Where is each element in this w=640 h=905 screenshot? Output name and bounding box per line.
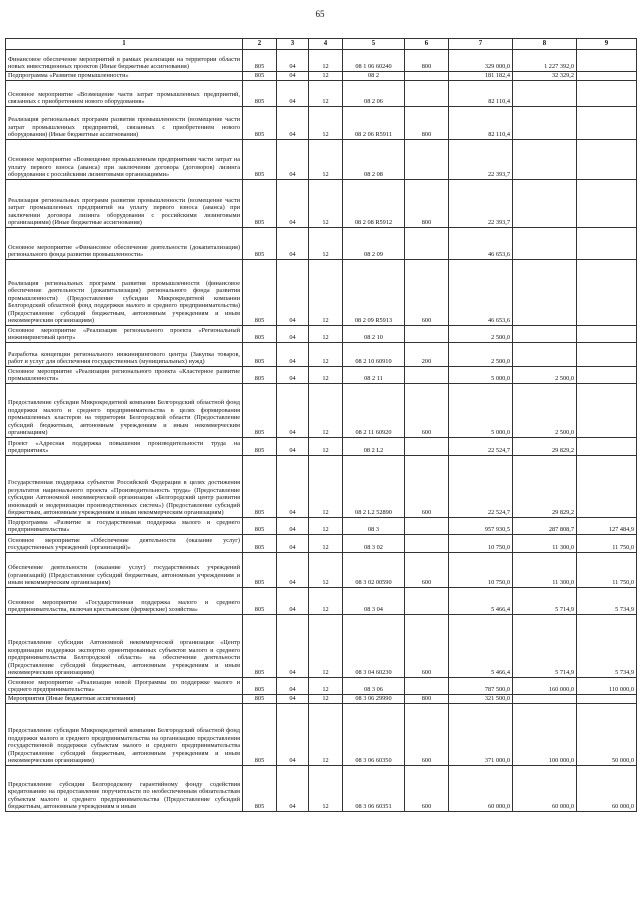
amount-year-3 <box>577 50 637 72</box>
subsection-code: 12 <box>309 766 343 812</box>
amount-year-3 <box>577 343 637 367</box>
amount-year-3 <box>577 228 637 260</box>
amount-year-2: 160 000,0 <box>513 678 577 695</box>
expense-type-code <box>405 678 449 695</box>
amount-year-1: 329 000,0 <box>449 50 513 72</box>
section-code: 04 <box>277 438 309 456</box>
table-row <box>6 107 637 140</box>
row-description: Основное мероприятие «Финансовое обеспечение деятельности (докапитализация) регионального фонда развития промышленности» <box>6 228 243 260</box>
target-article-code: 08 2 06 <box>343 81 405 107</box>
amount-year-1: 5 466,4 <box>449 615 513 678</box>
expense-type-code <box>405 535 449 553</box>
subsection-code: 12 <box>309 260 343 326</box>
amount-year-1: 5 000,0 <box>449 367 513 384</box>
ministry-code: 805 <box>243 107 277 140</box>
ministry-code: 805 <box>243 456 277 518</box>
table-row <box>6 518 637 535</box>
target-article-code: 08 2 11 <box>343 367 405 384</box>
target-article-code: 08 2 11 60920 <box>343 384 405 438</box>
column-header: 6 <box>405 39 449 50</box>
section-code: 04 <box>277 180 309 228</box>
row-description: Основное мероприятие «Реализация новой Программы по поддержке малого и среднего предпринимательства» <box>6 678 243 695</box>
target-article-code: 08 3 02 <box>343 535 405 553</box>
budget-table <box>5 38 637 812</box>
ministry-code: 805 <box>243 228 277 260</box>
expense-type-code: 600 <box>405 260 449 326</box>
subsection-code: 12 <box>309 107 343 140</box>
table-row <box>6 553 637 588</box>
column-header: 4 <box>309 39 343 50</box>
section-code: 04 <box>277 384 309 438</box>
table-row <box>6 180 637 228</box>
amount-year-2: 11 300,0 <box>513 553 577 588</box>
section-code: 04 <box>277 535 309 553</box>
table-row <box>6 766 637 812</box>
ministry-code: 805 <box>243 766 277 812</box>
amount-year-1: 22 393,7 <box>449 180 513 228</box>
row-description: Основное мероприятие «Возмещение части затрат промышленных предприятий, связанных с приобретением нового оборудования» <box>6 81 243 107</box>
target-article-code: 08 3 06 60351 <box>343 766 405 812</box>
table-row <box>6 50 637 72</box>
target-article-code: 08 2 09 R5913 <box>343 260 405 326</box>
amount-year-2: 60 000,0 <box>513 766 577 812</box>
ministry-code: 805 <box>243 140 277 180</box>
amount-year-2: 287 808,7 <box>513 518 577 535</box>
amount-year-3: 50 000,0 <box>577 704 637 766</box>
subsection-code: 12 <box>309 180 343 228</box>
amount-year-2 <box>513 343 577 367</box>
amount-year-1: 82 110,4 <box>449 107 513 140</box>
subsection-code: 12 <box>309 50 343 72</box>
table-row <box>6 384 637 438</box>
amount-year-3 <box>577 695 637 704</box>
row-description: Основное мероприятие «Реализация регионального проекта «Кластерное развитие промышленности» <box>6 367 243 384</box>
table-row <box>6 228 637 260</box>
amount-year-2 <box>513 180 577 228</box>
ministry-code: 805 <box>243 384 277 438</box>
section-code: 04 <box>277 72 309 81</box>
column-header: 5 <box>343 39 405 50</box>
target-article-code: 08 3 06 60350 <box>343 704 405 766</box>
subsection-code: 12 <box>309 615 343 678</box>
row-description: Финансовое обеспечение мероприятий в рамках реализации на территории области новых инвестиционных проектов (Иные бюджетные ассигнования) <box>6 50 243 72</box>
subsection-code: 12 <box>309 535 343 553</box>
amount-year-2: 29 829,2 <box>513 456 577 518</box>
subsection-code: 12 <box>309 140 343 180</box>
target-article-code: 08 2 <box>343 72 405 81</box>
amount-year-3: 60 000,0 <box>577 766 637 812</box>
section-code: 04 <box>277 615 309 678</box>
amount-year-1: 5 466,4 <box>449 588 513 615</box>
subsection-code: 12 <box>309 72 343 81</box>
amount-year-1: 10 750,0 <box>449 553 513 588</box>
amount-year-3: 5 734,9 <box>577 588 637 615</box>
table-row <box>6 695 637 704</box>
row-description: Подпрограмма «Развитие и государственная поддержка малого и среднего предпринимательства» <box>6 518 243 535</box>
amount-year-1: 46 653,6 <box>449 260 513 326</box>
expense-type-code: 200 <box>405 343 449 367</box>
section-code: 04 <box>277 326 309 343</box>
subsection-code: 12 <box>309 343 343 367</box>
amount-year-3: 11 750,0 <box>577 535 637 553</box>
section-code: 04 <box>277 588 309 615</box>
row-description: Предоставление субсидии Белгородскому гарантийному фонду содействия кредитованию на предоставление поручительств по необеспеченным обязательствам субъектам малого и среднего предпринимательства (Предоставление субсидий бюджетным, автономным учреждениям и иным <box>6 766 243 812</box>
ministry-code: 805 <box>243 438 277 456</box>
ministry-code: 805 <box>243 704 277 766</box>
target-article-code: 08 2 L2 52890 <box>343 456 405 518</box>
ministry-code: 805 <box>243 518 277 535</box>
expense-type-code <box>405 588 449 615</box>
ministry-code: 805 <box>243 588 277 615</box>
amount-year-2 <box>513 326 577 343</box>
ministry-code: 805 <box>243 535 277 553</box>
ministry-code: 805 <box>243 50 277 72</box>
amount-year-2: 2 500,0 <box>513 367 577 384</box>
expense-type-code: 600 <box>405 766 449 812</box>
amount-year-1: 22 393,7 <box>449 140 513 180</box>
row-description: Основное мероприятие «Возмещение промышленным предприятиям части затрат на уплату первого взноса (аванса) при заключении договора (договоров) лизинга оборудования с российскими лизинговыми организациями» <box>6 140 243 180</box>
amount-year-3 <box>577 260 637 326</box>
subsection-code: 12 <box>309 553 343 588</box>
section-code: 04 <box>277 766 309 812</box>
column-header: 1 <box>6 39 243 50</box>
target-article-code: 08 3 06 29990 <box>343 695 405 704</box>
expense-type-code: 600 <box>405 384 449 438</box>
amount-year-2 <box>513 228 577 260</box>
ministry-code: 805 <box>243 615 277 678</box>
table-row <box>6 456 637 518</box>
table-row <box>6 343 637 367</box>
amount-year-3: 5 734,9 <box>577 615 637 678</box>
amount-year-3 <box>577 438 637 456</box>
row-description: Государственная поддержка субъектов Российской Федерации в целях достижения результатов национального проекта «Производительность труда» (Предоставление субсидии Автономной некоммерческой организации «Белгородский центр развития инноваций и модернизации производственных систем») (Предоставление субсидий бюджетным, автономным учреждениям и иным некоммерческим организациям) <box>6 456 243 518</box>
amount-year-2: 5 714,9 <box>513 588 577 615</box>
table-row <box>6 615 637 678</box>
amount-year-3 <box>577 367 637 384</box>
amount-year-1: 371 000,0 <box>449 704 513 766</box>
amount-year-2: 11 300,0 <box>513 535 577 553</box>
amount-year-1: 2 500,0 <box>449 326 513 343</box>
column-header: 3 <box>277 39 309 50</box>
subsection-code: 12 <box>309 456 343 518</box>
row-description: Основное мероприятие «Государственная поддержка малого и среднего предпринимательства, включая крестьянские (фермерские) хозяйства» <box>6 588 243 615</box>
target-article-code: 08 3 <box>343 518 405 535</box>
row-description: Предоставление субсидии Микрокредитной компании Белгородский областной фонд поддержки малого и среднего предпринимательства на организацию предоставления государственной поддержки субъектам малого и среднего предпринимательства (Предоставление субсидий бюджетным, автономным учреждениям и иным некоммерческим организациям) <box>6 704 243 766</box>
ministry-code: 805 <box>243 343 277 367</box>
section-code: 04 <box>277 107 309 140</box>
expense-type-code <box>405 518 449 535</box>
amount-year-3 <box>577 107 637 140</box>
ministry-code: 805 <box>243 81 277 107</box>
subsection-code: 12 <box>309 438 343 456</box>
amount-year-2 <box>513 140 577 180</box>
section-code: 04 <box>277 456 309 518</box>
target-article-code: 08 3 06 <box>343 678 405 695</box>
amount-year-2 <box>513 81 577 107</box>
section-code: 04 <box>277 50 309 72</box>
target-article-code: 08 2 09 <box>343 228 405 260</box>
ministry-code: 805 <box>243 367 277 384</box>
table-row <box>6 535 637 553</box>
amount-year-1: 10 750,0 <box>449 535 513 553</box>
amount-year-2: 100 000,0 <box>513 704 577 766</box>
section-code: 04 <box>277 367 309 384</box>
subsection-code: 12 <box>309 367 343 384</box>
table-row <box>6 72 637 81</box>
target-article-code: 08 2 06 R5911 <box>343 107 405 140</box>
amount-year-1: 321 500,0 <box>449 695 513 704</box>
row-description: Подпрограмма «Развитие промышленности» <box>6 72 243 81</box>
section-code: 04 <box>277 678 309 695</box>
target-article-code: 08 3 04 <box>343 588 405 615</box>
target-article-code: 08 2 10 <box>343 326 405 343</box>
subsection-code: 12 <box>309 704 343 766</box>
subsection-code: 12 <box>309 384 343 438</box>
table-row <box>6 81 637 107</box>
section-code: 04 <box>277 518 309 535</box>
subsection-code: 12 <box>309 695 343 704</box>
amount-year-2 <box>513 107 577 140</box>
table-row <box>6 140 637 180</box>
table-row <box>6 588 637 615</box>
row-description: Реализация региональных программ развития промышленности (возмещение части затрат промышленных предприятий, связанных с приобретением нового оборудования) (Иные бюджетные ассигнования) <box>6 107 243 140</box>
table-row <box>6 438 637 456</box>
ministry-code: 805 <box>243 180 277 228</box>
amount-year-3 <box>577 81 637 107</box>
subsection-code: 12 <box>309 228 343 260</box>
amount-year-1: 22 524,7 <box>449 456 513 518</box>
expense-type-code: 600 <box>405 615 449 678</box>
section-code: 04 <box>277 260 309 326</box>
ministry-code: 805 <box>243 678 277 695</box>
section-code: 04 <box>277 704 309 766</box>
subsection-code: 12 <box>309 518 343 535</box>
section-code: 04 <box>277 695 309 704</box>
expense-type-code: 600 <box>405 456 449 518</box>
subsection-code: 12 <box>309 81 343 107</box>
amount-year-3 <box>577 72 637 81</box>
amount-year-3: 11 750,0 <box>577 553 637 588</box>
page-number: 65 <box>315 9 325 19</box>
amount-year-3 <box>577 140 637 180</box>
row-description: Предоставление субсидии Микрокредитной компании Белгородский областной фонд поддержки малого и среднего предпринимательства в целях формирования промышленных кластеров на территории Белгородской области (Предоставление субсидий бюджетным, автономным учреждениям и иным некоммерческим организациям) <box>6 384 243 438</box>
amount-year-1: 60 000,0 <box>449 766 513 812</box>
expense-type-code <box>405 326 449 343</box>
amount-year-3 <box>577 456 637 518</box>
section-code: 04 <box>277 140 309 180</box>
row-description: Обеспечение деятельности (оказание услуг) государственных учреждений (организаций) (Предоставление субсидий бюджетным, автономным учреждениям и иным некоммерческим организациям) <box>6 553 243 588</box>
ministry-code: 805 <box>243 326 277 343</box>
amount-year-3 <box>577 326 637 343</box>
row-description: Реализация региональных программ развития промышленности (финансовое обеспечение деятельности (докапитализация) регионального фонда развития промышленности) (Предоставление субсидии Микрокредитной компании Белгородский областной фонд поддержки малого и среднего предпринимательства) (Предоставление субсидий бюджетным, автономным учреждениям и иным некоммерческим организациям) <box>6 260 243 326</box>
amount-year-1: 787 500,0 <box>449 678 513 695</box>
section-code: 04 <box>277 81 309 107</box>
ministry-code: 805 <box>243 72 277 81</box>
expense-type-code <box>405 72 449 81</box>
amount-year-2 <box>513 695 577 704</box>
amount-year-2 <box>513 260 577 326</box>
ministry-code: 805 <box>243 695 277 704</box>
amount-year-2: 2 500,0 <box>513 384 577 438</box>
amount-year-2: 29 829,2 <box>513 438 577 456</box>
amount-year-2: 1 227 392,0 <box>513 50 577 72</box>
expense-type-code: 800 <box>405 107 449 140</box>
amount-year-1: 46 653,6 <box>449 228 513 260</box>
amount-year-2: 32 329,2 <box>513 72 577 81</box>
row-description: Основное мероприятие «Обеспечение деятельности (оказание услуг) государственных учреждений (организаций)» <box>6 535 243 553</box>
column-header: 2 <box>243 39 277 50</box>
table-row <box>6 260 637 326</box>
expense-type-code <box>405 228 449 260</box>
target-article-code: 08 2 L2 <box>343 438 405 456</box>
expense-type-code: 800 <box>405 695 449 704</box>
target-article-code: 08 2 08 <box>343 140 405 180</box>
expense-type-code: 800 <box>405 50 449 72</box>
expense-type-code: 800 <box>405 180 449 228</box>
table-row <box>6 367 637 384</box>
subsection-code: 12 <box>309 678 343 695</box>
amount-year-1: 181 182,4 <box>449 72 513 81</box>
amount-year-1: 82 110,4 <box>449 81 513 107</box>
target-article-code: 08 1 06 60240 <box>343 50 405 72</box>
expense-type-code: 600 <box>405 553 449 588</box>
amount-year-2: 5 714,9 <box>513 615 577 678</box>
column-header: 9 <box>577 39 637 50</box>
amount-year-3: 127 484,9 <box>577 518 637 535</box>
amount-year-1: 957 930,5 <box>449 518 513 535</box>
target-article-code: 08 3 02 00590 <box>343 553 405 588</box>
amount-year-1: 5 000,0 <box>449 384 513 438</box>
expense-type-code <box>405 81 449 107</box>
row-description: Предоставление субсидии Автономной некоммерческой организации «Центр координации поддержки экспортно ориентированных субъектов малого и среднего предпринимательства Белгородской области» на обеспечение деятельности (Предоставление субсидий бюджетным, автономным учреждениям и иным некоммерческим организациям) <box>6 615 243 678</box>
expense-type-code <box>405 367 449 384</box>
table-row <box>6 678 637 695</box>
row-description: Реализация региональных программ развития промышленности (возмещение части затрат промышленных предприятий на уплату первого взноса (аванса) при заключении договора лизинга оборудования с российскими лизинговыми организациями) (Иные бюджетные ассигнования) <box>6 180 243 228</box>
subsection-code: 12 <box>309 326 343 343</box>
table-row <box>6 326 637 343</box>
row-description: Основное мероприятие «Реализация регионального проекта «Региональный инжиниринговый центр» <box>6 326 243 343</box>
amount-year-3 <box>577 384 637 438</box>
target-article-code: 08 2 10 60910 <box>343 343 405 367</box>
amount-year-1: 22 524,7 <box>449 438 513 456</box>
row-description: Разработка концепции регионального инжинирингового центра (Закупка товаров, работ и услуг для обеспечения государственных (муниципальных) нужд) <box>6 343 243 367</box>
subsection-code: 12 <box>309 588 343 615</box>
amount-year-3 <box>577 180 637 228</box>
amount-year-3: 110 000,0 <box>577 678 637 695</box>
section-code: 04 <box>277 553 309 588</box>
section-code: 04 <box>277 228 309 260</box>
amount-year-1: 2 500,0 <box>449 343 513 367</box>
column-header: 8 <box>513 39 577 50</box>
target-article-code: 08 3 04 60230 <box>343 615 405 678</box>
table-row <box>6 704 637 766</box>
expense-type-code: 600 <box>405 704 449 766</box>
row-description: Проект «Адресная поддержка повышения производительности труда на предприятиях» <box>6 438 243 456</box>
expense-type-code <box>405 438 449 456</box>
ministry-code: 805 <box>243 260 277 326</box>
section-code: 04 <box>277 343 309 367</box>
target-article-code: 08 2 08 R5912 <box>343 180 405 228</box>
row-description: Мероприятия (Иные бюджетные ассигнования) <box>6 695 243 704</box>
ministry-code: 805 <box>243 553 277 588</box>
column-header: 7 <box>449 39 513 50</box>
table-header-row <box>6 39 637 50</box>
expense-type-code <box>405 140 449 180</box>
